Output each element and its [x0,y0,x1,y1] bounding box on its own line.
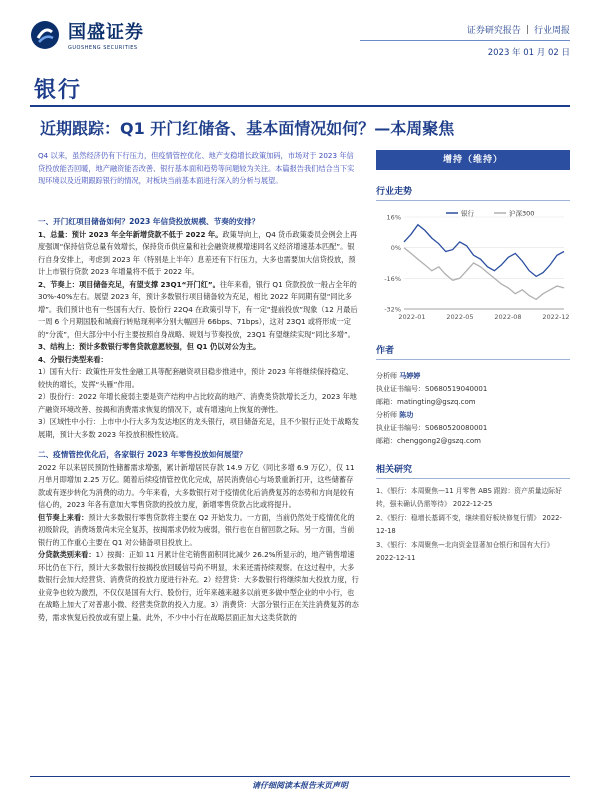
title-divider [30,105,570,107]
cert-label: 执业证书编号： [376,424,425,432]
chart-y-tick-label: -16% [384,274,401,283]
paragraph-total [38,229,360,279]
chart-y-tick-label: -32% [384,305,401,314]
analyst-2-cert-row [376,422,570,435]
trend-chart [376,205,570,325]
analyst-block [376,370,570,448]
analyst-role: 分析师 [376,411,397,419]
brand-name-en: GUOSHENG SECURITIES [68,45,138,51]
analyst-1-name-row [376,370,570,383]
chart-legend-label: 银行 [461,209,474,218]
report-type-line [467,23,570,36]
brand-name: 国盛证券 [68,22,144,43]
analyst-name: 马婷婷 [399,372,421,380]
text-pace: 往年来看，银行 Q1 贷款投放一般占全年的 30%-40%左右。展望 2023 年，预计多数银行项目储备较为充足，相比 2022 年同期有望“同比多增”。我们预计也有一些国有大行、股份行 22Q4 在政策引导下，有一定“提前投放”现象（12 月最后一周 6 个月期国股和城商行转贴现利率分别大幅回升 66bps、71bps），这对 23Q1 或将形成一定的“分流”，但大部分中小行主要按照自身战略、规划与节奏投放，23Q1 有望继续实现“同比多增”。 [38,279,358,339]
analyst-email[interactable]: matingting@gszq.com [397,398,476,406]
chart-legend-label: 沪深300 [509,209,535,218]
main-body [38,216,360,624]
cert-label: 执业证书编号： [376,385,425,393]
paragraph-loan-type [38,549,360,624]
paragraph-pace [38,279,360,342]
cert-number: S0680519040001 [425,385,488,393]
header-separator: | [525,24,529,35]
mail-label: 邮箱： [376,437,397,445]
chart-x-tick-label: 2022-05 [446,313,474,321]
lead-loan-type: 分贷款类别来看： [38,550,96,559]
analyst-role: 分析师 [376,372,397,380]
text-joint-stock: 2）股份行：2022 年增长疲弱主要是资产结构中占比较高的地产、消费类贷款增长乏力，2023 年地产融资环境改善、按揭和消费需求恢复的情况下，或有增速向上恢复的弹性。 [38,392,357,414]
analyst-2-name-row [376,409,570,422]
chart-x-tick-label: 2022-01 [398,313,426,321]
sidebar [376,150,570,566]
chart-series-line-bank [404,225,564,277]
brand-logo [30,18,144,51]
related-item[interactable]: 1、《银行：本周聚焦—11 月零售 ABS 跟踪：资产质量边际好转，强未确认仍需等待》 2022-12-25 [376,487,562,508]
related-heading: 相关研究 [376,462,570,479]
lead-pace: 2、节奏上：项目储备充足，有望支撑 23Q1“开门红”。 [38,279,220,289]
heading-section-1: 一、开门红项目储备如何？2023 年信贷投放规模、节奏的安排？ [38,217,260,226]
chart-x-tick-label: 2022-08 [494,313,522,321]
related-item[interactable]: 3、《银行：本周聚焦—北向资金显著加仓银行和国有大行》 2022-12-11 [376,541,554,562]
rating-badge: 增持（维持） [376,150,570,170]
report-kind: 行业周报 [533,26,570,36]
footer-disclaimer: 请仔细阅读本报告末页声明 [252,781,348,790]
lead-timing: 但节奏上来看： [38,512,89,522]
mail-label: 邮箱： [376,398,397,406]
chart-y-tick-label: 0% [390,244,401,253]
cert-number: S0680520080001 [425,424,488,432]
analyst-name: 陈功 [399,411,414,419]
analyst-2-mail-row [376,435,570,448]
lead-structure: 3、结构上：预计多数银行零售贷款意愿较强，但 Q1 仍以对公为主。 [38,342,261,351]
related-item[interactable]: 2、《银行：稳增长基调不变，继续看好板块修复行情》 2022-12-18 [376,514,562,535]
analyst-email[interactable]: chenggong2@gszq.com [397,437,481,445]
text-total: 政策导向上，Q4 货币政策委员会例会上再度强调“保持信贷总量有效增长，保持货币供应量和社会融资规模增速同名义经济增速基本匹配”。银行自身安排上，考虑到 2023 年（特别是上半年）息差还有下行压力，大多也需要加大信贷投放，预计上市银行贷款 2023 年增量将不低于 2022 年。 [38,229,358,276]
text-big-banks: 1）国有大行：政策性开发性金融工具等配套融资项目稳步推进中，预计 2023 年将继续保持稳定、较快的增长，发挥“头雁”作用。 [38,367,353,389]
chart-series-line-csi300 [404,248,564,300]
analysts-heading: 作者 [376,343,570,360]
lead-bank-type: 4、分银行类型来看： [38,354,108,364]
text-deposits: 2022 年以来居民预防性储蓄需求增强，累计新增居民存款 14.9 万亿（同比多增 6.9 万亿），仅 11 月单月即增加 2.25 万亿。随着后续疫情管控优化完成，居民消费信心与场景重新打开，这些储蓄存款或有逐步转化为消费的动力。今年来看，大多数银行对于疫情优化后消费复苏的态势和方向是较有信心的，2023 年各有意加大零售贷款的投放力度，新增零售贷款占比或将提升。 [38,462,355,509]
text-loan-type: 1）按揭：正如 11 月累计住宅销售面积同比减少 26.2%所显示的，地产销售增速环比仍在下行，预计大多数银行按揭投放回暖信号尚不明显，未来还需持续观察。在这过程中，大多数银行会加大经营贷、消费贷的投放力度进行补充。2）经营贷：大多数银行将继续加大投放力度，行业竞争也较为激烈，不仅仅是国有大行、股份行，近年来越来越多以前更多做中型企业的中小行，也在战略上加大了对普惠小微、经营类贷款的投入力度。3）消费贷：大部分银行正在关注消费复苏的态势，需求恢复后投放或有望上量。此外，不少中小行在战略层面正加大这类贷款的 [38,550,359,622]
text-timing: 预计大多数银行零售贷款将主要在 Q2 开始发力。一方面，当前仍然处于疫情优化的初级阶段，消费场景尚未完全复苏，按揭需求仍较为疲弱，银行也在自留回款之际。另一方面，当前银行的工作重心主要在 Q1 对公储备项目投放上。 [38,512,355,547]
report-date: 2023 年 01 月 02 日 [487,48,570,58]
chart-x-tick-label: 2022-12 [542,313,570,321]
analyst-1-cert-row [376,383,570,396]
trend-heading: 行业走势 [376,184,570,201]
header-divider [360,40,570,41]
footer-divider [30,776,570,777]
brand-logo-icon [30,20,60,50]
chart-y-tick-label: 16% [386,213,401,222]
heading-section-2: 二、疫情管控优化后，各家银行 2023 年零售投放如何展望？ [38,450,247,459]
text-regional: 3）区域性中小行：上市中小行大多为发达地区的龙头银行，项目储备充足，且不少银行正处于战略发展期，预计大多数 2023 年投放积极性较高。 [38,417,359,439]
summary-paragraph: Q4 以来，虽然经济仍有下行压力，但疫情管控优化、地产支稳增长政策加码，市场对于 2023 年信贷投放能否回暖，地产融资能否改善、银行基本面和趋势等问题较为关注。本篇报告我们结合当下实现环境以及近期跟踪银行的情况，对板块当前基本面进行深入的分析与展望。 [38,151,355,185]
paragraph-timing [38,512,360,550]
analyst-1-mail-row [376,396,570,409]
report-title: 近期跟踪：Q1 开门红储备、基本面情况如何？—本周聚焦 [40,119,455,138]
page-header [0,0,600,70]
related-list [376,485,570,564]
industry-title: 银行 [34,78,83,103]
report-type: 证券研究报告 [466,26,521,36]
lead-total: 1、总量：预计 2023 年全年新增贷款不低于 2022 年。 [38,229,223,239]
